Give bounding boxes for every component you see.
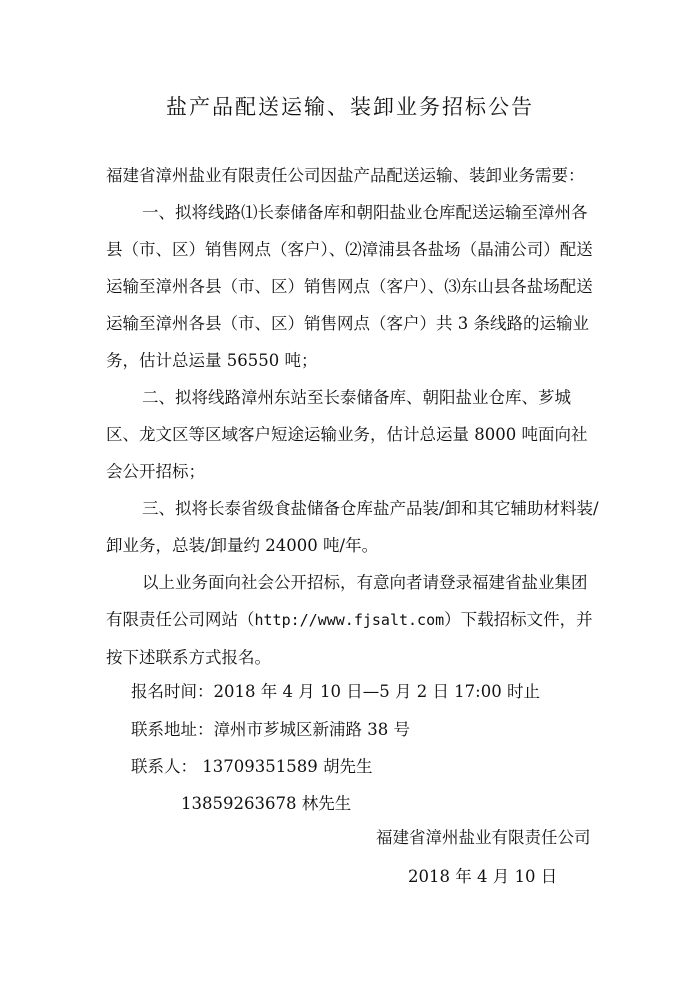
notice-text-before: 以上业务面向社会公开招标，有意向者请登录福建省盐业集团有限责任公司网站（ [106,573,588,629]
paragraph-item-3: 三、拟将长泰省级食盐储备仓库盐产品装/卸和其它辅助材料装/卸业务，总装/卸量约 24000 吨/年。 [106,499,599,555]
paragraph-item-1: 一、拟将线路⑴长泰储备库和朝阳盐业仓库配送运输至漳州各县（市、区）销售网点（客户）、⑵漳浦县各盐场（晶浦公司）配送运输至漳州各县（市、区）销售网点（客户）、⑶东山县各盐场配送运输至漳州各县（市、区）销售网点（客户）共 3 条线路的运输业务，估计总运量 56550 吨； [106,203,593,370]
registration-time: 报名时间：2018 年 4 月 10 日—5 月 2 日 17:00 时止 [131,682,540,701]
greeting-line: 福建省漳州盐业有限责任公司因盐产品配送运输、装卸业务需要： [106,166,585,185]
document-title: 盐产品配送运输、装卸业务招标公告 [166,95,534,119]
signature-date: 2018 年 4 月 10 日 [408,867,558,886]
signature-organization: 福建省漳州盐业有限责任公司 [376,828,591,847]
contact-person-1: 联系人： 13709351589 胡先生 [131,757,373,776]
notice-paragraph [106,564,602,676]
notice-text-after: ）下载招标文件，并按下述联系方式报名。 [106,610,593,667]
contact-person-2: 13859263678 林先生 [181,794,352,813]
paragraph-item-2: 二、拟将线路漳州东站至长泰储备库、朝阳盐业仓库、芗城区、龙文区等区域客户短途运输业务，估计总运量 8000 吨面向社会公开招标； [106,388,588,481]
website-url: http://www.fjsalt.com [254,611,445,629]
contact-address: 联系地址：漳州市芗城区新浦路 38 号 [131,720,410,739]
